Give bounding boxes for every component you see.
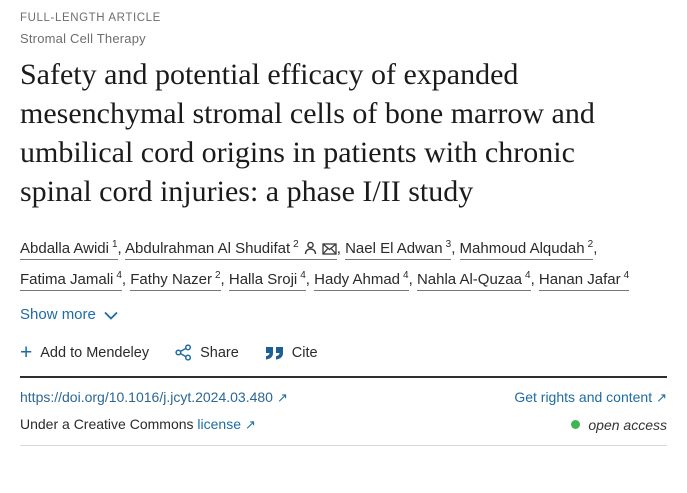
open-access-dot-icon bbox=[571, 420, 580, 429]
license-link-label: license bbox=[197, 416, 241, 432]
show-more-button[interactable] bbox=[20, 306, 118, 323]
license-link[interactable] bbox=[197, 416, 256, 432]
open-access-badge bbox=[571, 417, 667, 433]
author-name: Nael El Adwan bbox=[345, 240, 443, 257]
author-item bbox=[314, 271, 413, 291]
divider-dark bbox=[20, 376, 667, 378]
author-item bbox=[20, 240, 122, 260]
journal-section-label: Stromal Cell Therapy bbox=[20, 31, 146, 46]
license-row bbox=[20, 416, 667, 433]
share-label: Share bbox=[200, 344, 239, 361]
author-name: Mahmoud Alqudah bbox=[459, 240, 585, 257]
share-button[interactable] bbox=[175, 344, 239, 361]
author-name: Hanan Jafar bbox=[538, 271, 621, 288]
author-affiliation-sup: 3 bbox=[445, 239, 452, 250]
author-link[interactable] bbox=[539, 271, 629, 291]
author-affiliation-sup: 2 bbox=[587, 239, 594, 250]
author-affiliation-sup: 4 bbox=[525, 270, 531, 281]
author-name: Abdulrahman Al Shudifat bbox=[125, 240, 291, 257]
cite-label: Cite bbox=[291, 344, 318, 361]
author-list bbox=[20, 233, 667, 295]
author-affiliation-sup: 2 bbox=[214, 270, 221, 281]
show-more-label: Show more bbox=[20, 306, 96, 323]
open-access-label: open access bbox=[588, 416, 667, 433]
author-link[interactable] bbox=[130, 271, 220, 291]
external-link-icon: ↗ bbox=[245, 417, 256, 432]
author-name: Fathy Nazer bbox=[130, 271, 212, 288]
add-to-mendeley-label: Add to Mendeley bbox=[40, 344, 150, 361]
person-icon bbox=[304, 241, 317, 255]
author-item bbox=[229, 271, 310, 291]
author-link[interactable] bbox=[20, 271, 122, 291]
article-toolbar bbox=[20, 340, 667, 364]
doi-link[interactable] bbox=[20, 389, 288, 406]
author-affiliation-sup: 4 bbox=[300, 270, 306, 281]
author-item bbox=[539, 271, 629, 291]
plus-icon: + bbox=[20, 340, 33, 364]
author-link[interactable] bbox=[125, 240, 337, 260]
author-affiliation-sup: 4 bbox=[116, 270, 122, 281]
divider-light bbox=[20, 445, 667, 446]
get-rights-link[interactable] bbox=[514, 389, 667, 406]
doi-row bbox=[20, 389, 667, 406]
author-link[interactable] bbox=[20, 240, 118, 260]
cite-quote-icon bbox=[265, 346, 284, 360]
author-name: Hady Ahmad bbox=[314, 271, 401, 288]
share-icon bbox=[175, 344, 192, 361]
author-name: Abdalla Awidi bbox=[20, 240, 109, 257]
cite-button[interactable] bbox=[265, 345, 318, 361]
article-title: Safety and potential efficacy of expanded mesenchymal stromal cells of bone marrow and umbilical cord origins in patients with chronic spinal cord injuries: a phase I/II study bbox=[20, 58, 595, 208]
author-link[interactable] bbox=[417, 271, 531, 291]
doi-text: https://doi.org/10.1016/j.jcyt.2024.03.480 bbox=[20, 389, 273, 405]
chevron-down-icon bbox=[104, 309, 118, 320]
author-name: Nahla Al-Quzaa bbox=[416, 271, 522, 288]
author-item bbox=[345, 240, 455, 260]
author-item bbox=[130, 271, 224, 291]
author-item bbox=[20, 271, 126, 291]
author-name: Fatima Jamali bbox=[20, 271, 114, 288]
author-affiliation-sup: 4 bbox=[623, 270, 630, 281]
author-name: Halla Sroji bbox=[228, 271, 298, 288]
author-item bbox=[460, 240, 598, 260]
author-affiliation-sup: 2 bbox=[293, 239, 299, 250]
license-prefix: Under a Creative Commons bbox=[20, 416, 194, 432]
author-link[interactable] bbox=[229, 271, 306, 291]
author-item bbox=[125, 240, 341, 260]
envelope-icon[interactable] bbox=[322, 243, 337, 255]
external-link-icon: ↗ bbox=[276, 390, 288, 405]
license-text bbox=[20, 416, 256, 433]
author-link[interactable] bbox=[314, 271, 408, 291]
external-link-icon: ↗ bbox=[656, 390, 667, 405]
author-affiliation-sup: 4 bbox=[403, 270, 409, 281]
author-link[interactable] bbox=[460, 240, 594, 260]
author-item bbox=[417, 271, 535, 291]
author-link[interactable] bbox=[345, 240, 451, 260]
author-affiliation-sup: 1 bbox=[111, 239, 118, 250]
article-type-label: FULL-LENGTH ARTICLE bbox=[20, 12, 161, 24]
add-to-mendeley-button[interactable] bbox=[20, 340, 150, 364]
get-rights-label: Get rights and content bbox=[514, 389, 653, 405]
